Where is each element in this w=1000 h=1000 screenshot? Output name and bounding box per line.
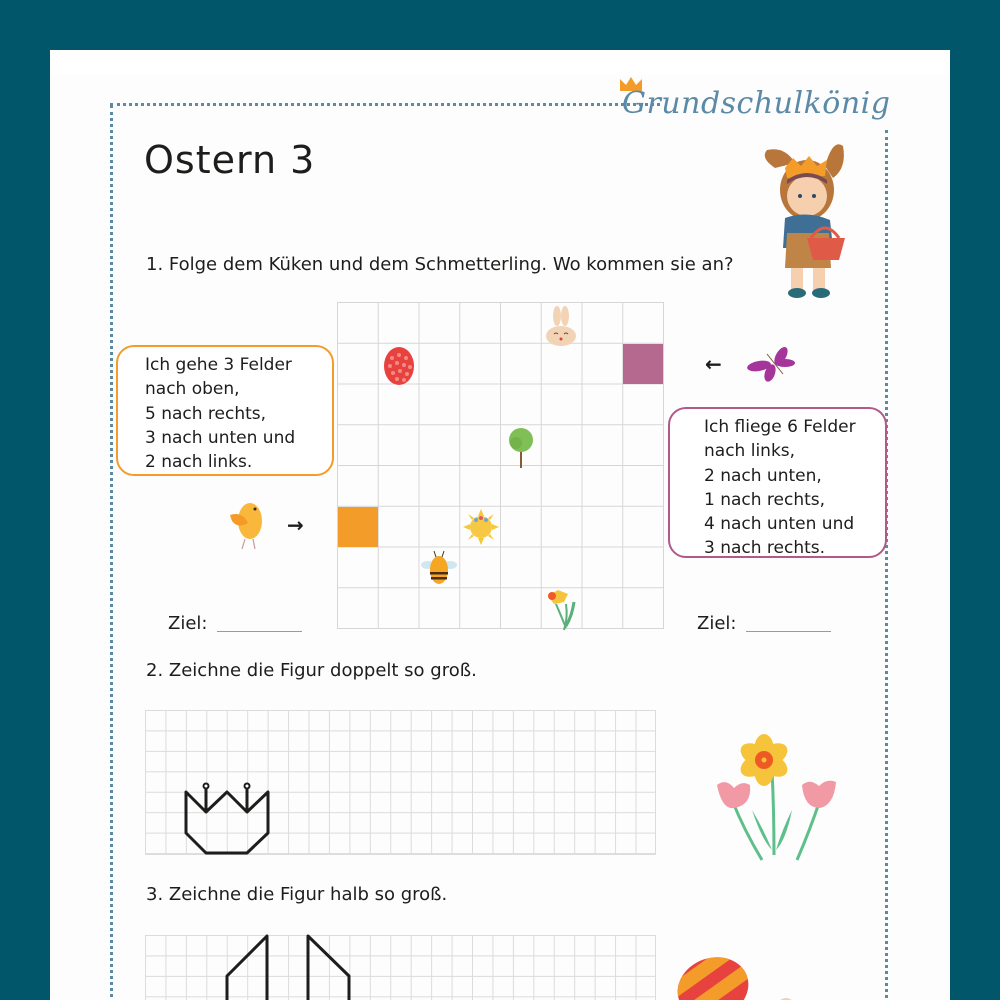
bunny-ears-figure [145,935,656,1000]
butterfly-direction-arrow: ← [705,352,722,376]
spring-flowers-illustration [702,730,852,860]
bunny-boy-illustration [755,138,855,308]
task2-instruction: 2. Zeichne die Figur doppelt so groß. [146,660,477,681]
chick-instruction-line: nach oben, [145,379,240,400]
bee-icon [419,548,459,588]
path-grid[interactable] [337,302,664,629]
ziel-chick-answer [168,613,302,634]
bunny-icon [542,306,578,343]
page-title: Ostern 3 [144,138,316,182]
tree-icon [507,426,535,468]
easter-egg-icon [382,346,416,386]
dotted-frame-left [110,105,113,1000]
butterfly-instruction-line: Ich fliege 6 Felder [704,417,856,437]
ziel-butterfly-answer [697,613,831,634]
chick-icon [228,495,266,551]
task1-instruction: 1. Folge dem Küken und dem Schmetterling. Wo kommen sie an? [146,254,734,275]
ziel-chick-input[interactable] [217,631,302,632]
task3-instruction: 3. Zeichne die Figur halb so groß. [146,884,448,905]
chick-instruction-line: 3 nach unten und [145,427,296,448]
chick-instruction-box [116,345,334,476]
dotted-frame-top [110,103,660,106]
page-top-margin [50,50,950,75]
ziel-butterfly-input[interactable] [746,631,831,632]
daffodil-icon [542,588,578,630]
chick-instruction-line: Ich gehe 3 Felder [145,355,292,375]
butterfly-instruction-line: 1 nach rechts, [704,489,826,510]
butterfly-instruction-line: nach links, [704,441,796,462]
drawing-grid-double[interactable] [145,710,656,855]
ziel-label: Ziel: [697,613,737,634]
butterfly-icon [745,346,799,384]
tulip-figure [145,710,656,855]
butterfly-instruction-line: 2 nach unten, [704,465,822,486]
butterfly-instruction-box [668,407,887,558]
easter-egg-bunny-illustration [676,958,856,1000]
brand-logo: Grundschulkönig [622,86,891,121]
drawing-grid-half[interactable] [145,935,656,1000]
ziel-label: Ziel: [168,613,208,634]
worksheet-page [50,50,950,1000]
butterfly-start-cell [623,344,663,384]
butterfly-instruction-line: 3 nach rechts. [704,538,826,559]
dotted-frame-right [885,130,888,1000]
chick-instruction-line: 2 nach links. [145,452,253,473]
sun-icon [463,509,499,545]
chick-start-cell [338,507,378,547]
butterfly-instruction-line: 4 nach unten und [704,514,855,535]
chick-direction-arrow: → [287,513,304,537]
chick-instruction-line: 5 nach rechts, [145,403,267,424]
